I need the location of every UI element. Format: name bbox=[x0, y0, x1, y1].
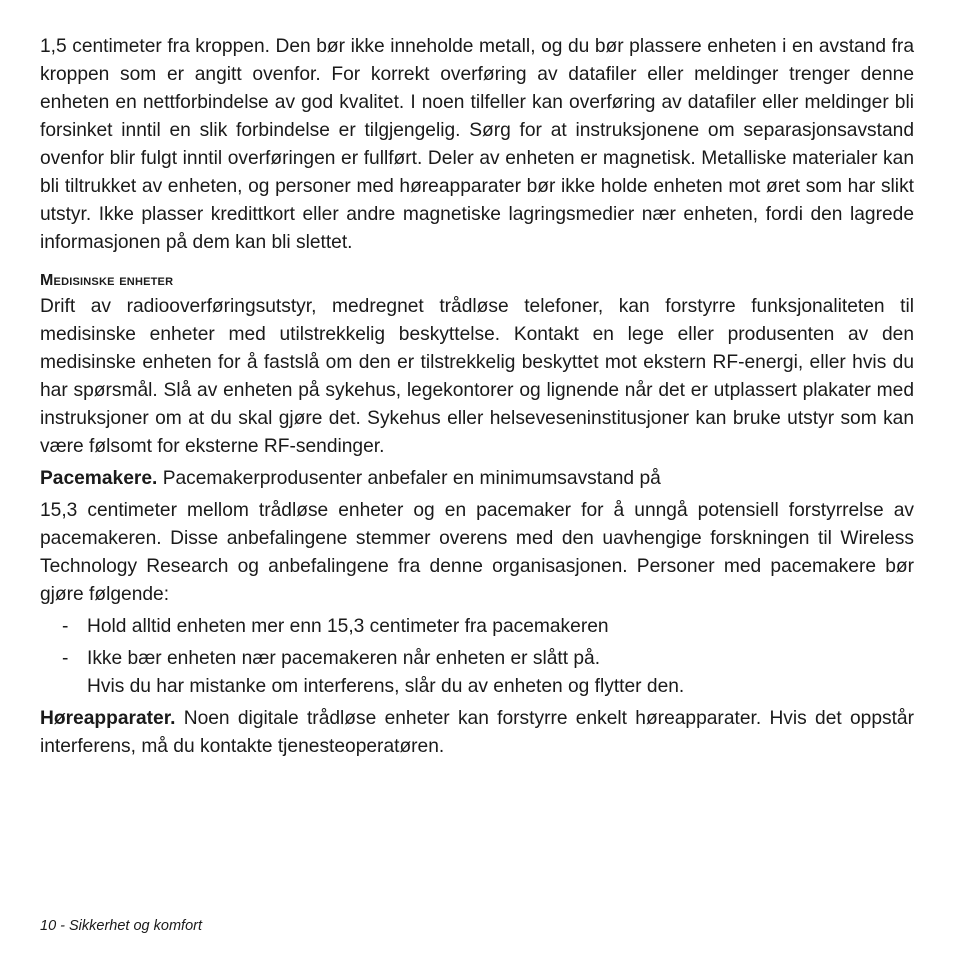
heading-first-letter: M bbox=[40, 272, 54, 289]
pacemakers-label: Pacemakere. bbox=[40, 468, 158, 489]
list-item-text: Hold alltid enheten mer enn 15,3 centimeter fra pacemakeren bbox=[87, 616, 609, 637]
list-dash: - bbox=[62, 648, 69, 669]
pacemakers-lead bbox=[40, 465, 914, 493]
hearing-aids-body: Noen digitale trådløse enheter kan forstyrre enkelt høreapparater. Hvis det oppstår interferens, må du kontakte tjenesteoperatøren. bbox=[40, 708, 914, 757]
list-item bbox=[40, 645, 914, 701]
list-dash: - bbox=[62, 616, 69, 637]
paragraph-pacemakers: 15,3 centimeter mellom trådløse enheter og en pacemaker for å unngå potensiell forstyrrelse av pacemakeren. Disse anbefalingene stemmer overens med den uavhengige forskningen til Wireless Technology Research og anbefalingene fra denne organisasjonen. Personer med pacemakere bør gjøre følgende: bbox=[40, 500, 914, 605]
list-item bbox=[40, 613, 914, 641]
paragraph-medical-devices: Drift av radiooverføringsutstyr, medregnet trådløse telefoner, kan forstyrre funksjonaliteten til medisinske enheter med utilstrekkelig beskyttelse. Kontakt en lege eller produsenten av den medisinske enheten for å fastslå om den er tilstrekkelig beskyttet mot ekstern RF-energi, eller hvis du har spørsmål. Slå av enheten på sykehus, legekontorer og lignende når det er utplassert plakater med instruksjoner om at du skal gjøre det. Sykehus eller helseveseninstitusjoner kan bruke utstyr som kan være følsomt for eksterne RF-sendinger. bbox=[40, 296, 914, 457]
pacemaker-instructions-list bbox=[40, 613, 914, 701]
heading-rest: edisinske enheter bbox=[53, 272, 174, 289]
paragraph-separation-distance: 1,5 centimeter fra kroppen. Den bør ikke inneholde metall, og du bør plassere enheten i en avstand fra kroppen som er angitt ovenfor. For korrekt overføring av datafiler eller meldinger trenger denne enheten en nettforbindelse av god kvalitet. I noen tilfeller kan overføring av datafiler eller meldinger bli forsinket inntil en slik forbindelse er tilgjengelig. Sørg for at instruksjonene om separasjonsavstand ovenfor blir fulgt inntil overføringen er fullført. Deler av enheten er magnetisk. Metalliske materialer kan bli tiltrukket av enheten, og personer med høreapparater bør ikke holde enheten mot øret som har slikt utstyr. Ikke plasser kredittkort eller andre magnetiske lagringsmedier nær enheten, fordi den lagrede informasjonen på dem kan bli slettet. bbox=[40, 36, 914, 253]
list-item-text-continued: Hvis du har mistanke om interferens, slår du av enheten og flytter den. bbox=[87, 676, 685, 697]
page-footer: 10 - Sikkerhet og komfort bbox=[40, 918, 202, 934]
document-body bbox=[40, 33, 914, 761]
paragraph-hearing-aids bbox=[40, 705, 914, 761]
list-item-text: Ikke bær enheten nær pacemakeren når enheten er slått på. bbox=[87, 648, 601, 669]
pacemakers-intro: Pacemakerprodusenter anbefaler en minimumsavstand på bbox=[162, 468, 661, 489]
hearing-aids-label: Høreapparater. bbox=[40, 708, 176, 729]
section-heading-medical-devices bbox=[40, 271, 914, 291]
